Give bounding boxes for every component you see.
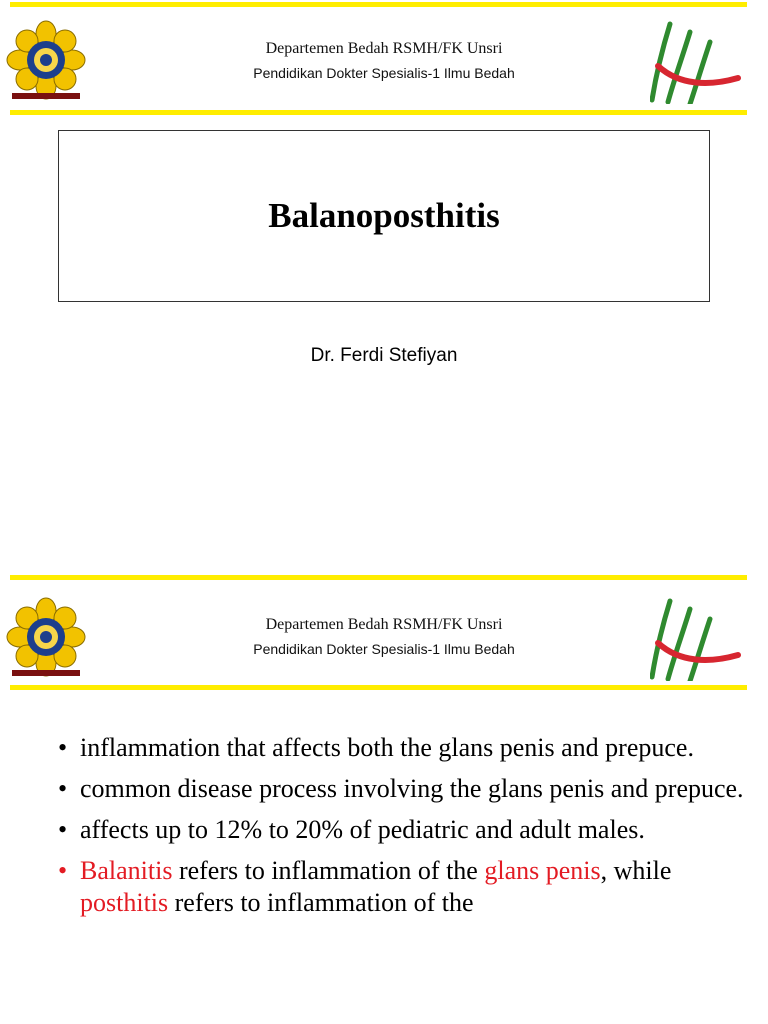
list-item [58,732,748,764]
bullet-text: affects up to 12% to 20% of pediatric and adult males. [80,815,645,844]
bullet-dot: • [58,815,68,844]
term-balanitis: Balanitis [80,856,173,885]
bullet-text: inflammation that affects both the glans penis and prepuce. [80,733,694,762]
department-name: Departemen Bedah RSMH/FK Unsri [265,616,503,633]
bullet-dot: • [58,856,68,885]
university-seal-icon [6,20,86,100]
slide-title: Balanoposthitis [268,196,500,235]
list-item [58,814,748,846]
program-name: Pendidikan Dokter Spesialis-1 Ilmu Bedah [253,641,515,657]
header-top-bar [10,2,747,7]
surgery-logo-icon [650,597,742,681]
bullet-dot: • [58,733,68,762]
slide-2 [0,575,768,1024]
list-item [58,855,748,919]
bullet-text: common disease process involving the glans penis and prepuce. [80,774,744,803]
bullet-dot: • [58,774,68,803]
header-bottom-bar [10,110,747,115]
bullet-text: refers to inflammation of the [172,856,485,885]
bullet-text: refers to inflammation of the [168,888,474,917]
bullet-list [58,732,748,928]
bullet-text: , while [600,856,672,885]
header-top-bar [10,575,747,580]
title-box [58,130,710,302]
term-posthitis: posthitis [80,888,169,917]
surgery-logo-icon [650,20,742,104]
list-item [58,773,748,805]
header-bottom-bar [10,685,747,690]
department-name: Departemen Bedah RSMH/FK Unsri [265,40,503,57]
author-name: Dr. Ferdi Stefiyan [310,345,458,366]
program-name: Pendidikan Dokter Spesialis-1 Ilmu Bedah [253,65,515,81]
term-glans-penis: glans penis [484,856,601,885]
university-seal-icon [6,597,86,677]
